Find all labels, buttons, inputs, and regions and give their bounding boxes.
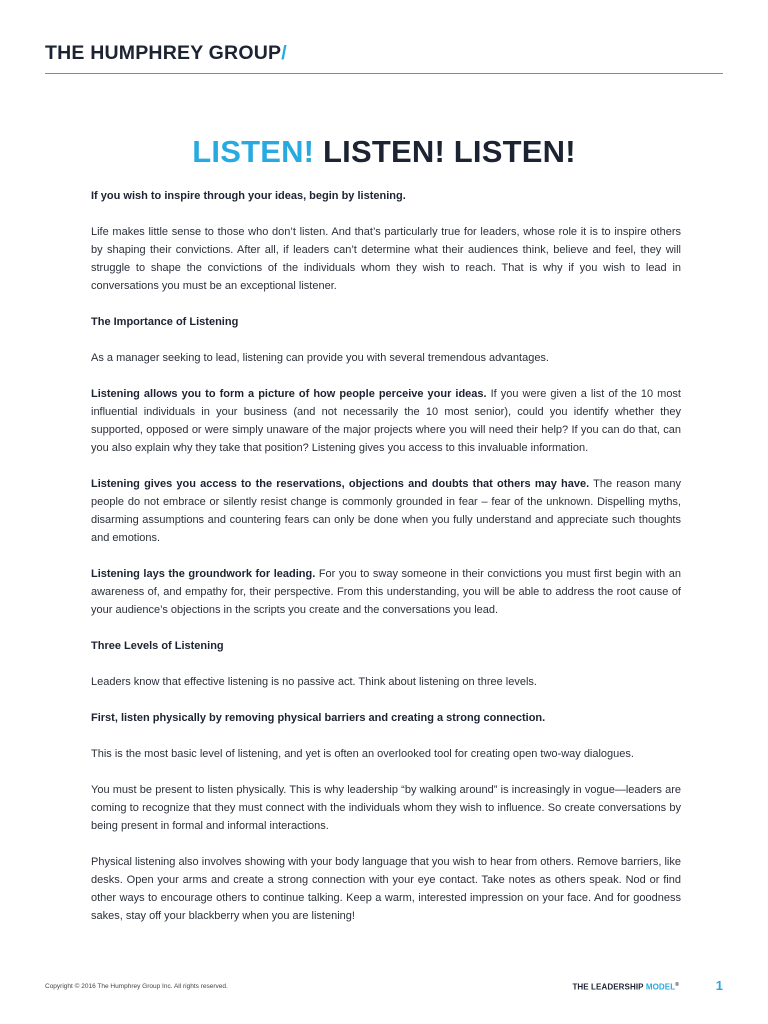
paragraph-5-lead: Listening lays the groundwork for leading. bbox=[91, 568, 316, 580]
paragraph-1: Life makes little sense to those who don’t listen. And that’s particularly true for leaders, whose role it is to inspire others by shaping their convictions. After all, if leaders can’t determine what their audiences think, believe and feel, they will struggle to shape the convictions of the individuals whom they wish to reach. That is why if you wish to lead in conversations you must be an exceptional listener. bbox=[91, 226, 681, 292]
paragraph-7: This is the most basic level of listening, and yet is often an overlooked tool for creating open two-way dialogues. bbox=[91, 748, 634, 760]
paragraph-4-text: The reason many people do not embrace or silently resist change is commonly grounded in fear – fear of the unknown. Dispelling myths, disarming assumptions and countering fears can only be done when you fully understand and appreciate such thoughts and emotions. bbox=[91, 478, 681, 544]
paragraph-8: You must be present to listen physically. This is why leadership “by walking around” is increasingly in vogue—leaders are coming to recognize that they must connect with the individuals whom they wish to influence. So create conversations by being present in formal and informal interactions. bbox=[91, 784, 681, 832]
page-header bbox=[45, 42, 723, 65]
page-title bbox=[0, 134, 768, 170]
paragraph-9: Physical listening also involves showing with your body language that you wish to hear from others. Remove barriers, like desks. Open your arms and create a strong connection with your eye contact. Take notes as others speak. Nod or find other ways to encourage others to continue talking. Keep a warm, interested impression on your face. And for goodness sakes, stay off your blackberry when you are listening! bbox=[91, 856, 681, 922]
subheading-first-level: First, listen physically by removing physical barriers and creating a strong connection. bbox=[91, 712, 546, 724]
section-heading-importance: The Importance of Listening bbox=[91, 316, 239, 328]
registered-mark: ® bbox=[675, 982, 679, 988]
model-accent: MODEL bbox=[645, 982, 676, 992]
page-number: 1 bbox=[715, 978, 723, 993]
paragraph-4 bbox=[91, 475, 681, 547]
paragraph-6: Leaders know that effective listening is no passive act. Think about listening on three levels. bbox=[91, 676, 537, 688]
leadership-model-mark bbox=[572, 982, 679, 992]
company-logo bbox=[45, 42, 723, 65]
paragraph-2: As a manager seeking to lead, listening can provide you with several tremendous advantages. bbox=[91, 352, 549, 364]
title-accent: LISTEN! bbox=[192, 134, 315, 169]
logo-text: THE HUMPHREY GROUP bbox=[45, 42, 282, 64]
section-heading-levels: Three Levels of Listening bbox=[91, 640, 224, 652]
paragraph-5-text: For you to sway someone in their convictions you must first begin with an awareness of, and empathy for, their perspective. From this understanding, you will be able to address the root cause of your audience’s objections in the scripts you create and the conversations you lead. bbox=[91, 568, 681, 616]
logo-slash-mark: / bbox=[281, 42, 287, 64]
title-rest: LISTEN! LISTEN! bbox=[314, 134, 576, 169]
copyright-notice: Copyright © 2016 The Humphrey Group Inc. All rights reserved. bbox=[45, 983, 228, 990]
paragraph-4-lead: Listening gives you access to the reservations, objections and doubts that others may have. bbox=[91, 478, 590, 490]
model-text: THE LEADERSHIP bbox=[572, 982, 646, 992]
header-divider bbox=[45, 73, 723, 74]
paragraph-3-text: If you were given a list of the 10 most influential individuals in your business (and not necessarily the 10 most senior), could you identify whether they supported, opposed or were simply unaware of the major projects where you will need their help? If you can do that, can you also explain why they take that position? Listening gives you access to this invaluable information. bbox=[91, 388, 681, 454]
intro-heading: If you wish to inspire through your ideas, begin by listening. bbox=[91, 190, 406, 202]
paragraph-3-lead: Listening allows you to form a picture of how people perceive your ideas. bbox=[91, 388, 487, 400]
paragraph-3 bbox=[91, 385, 681, 457]
paragraph-5 bbox=[91, 565, 681, 619]
article-body bbox=[91, 187, 681, 943]
